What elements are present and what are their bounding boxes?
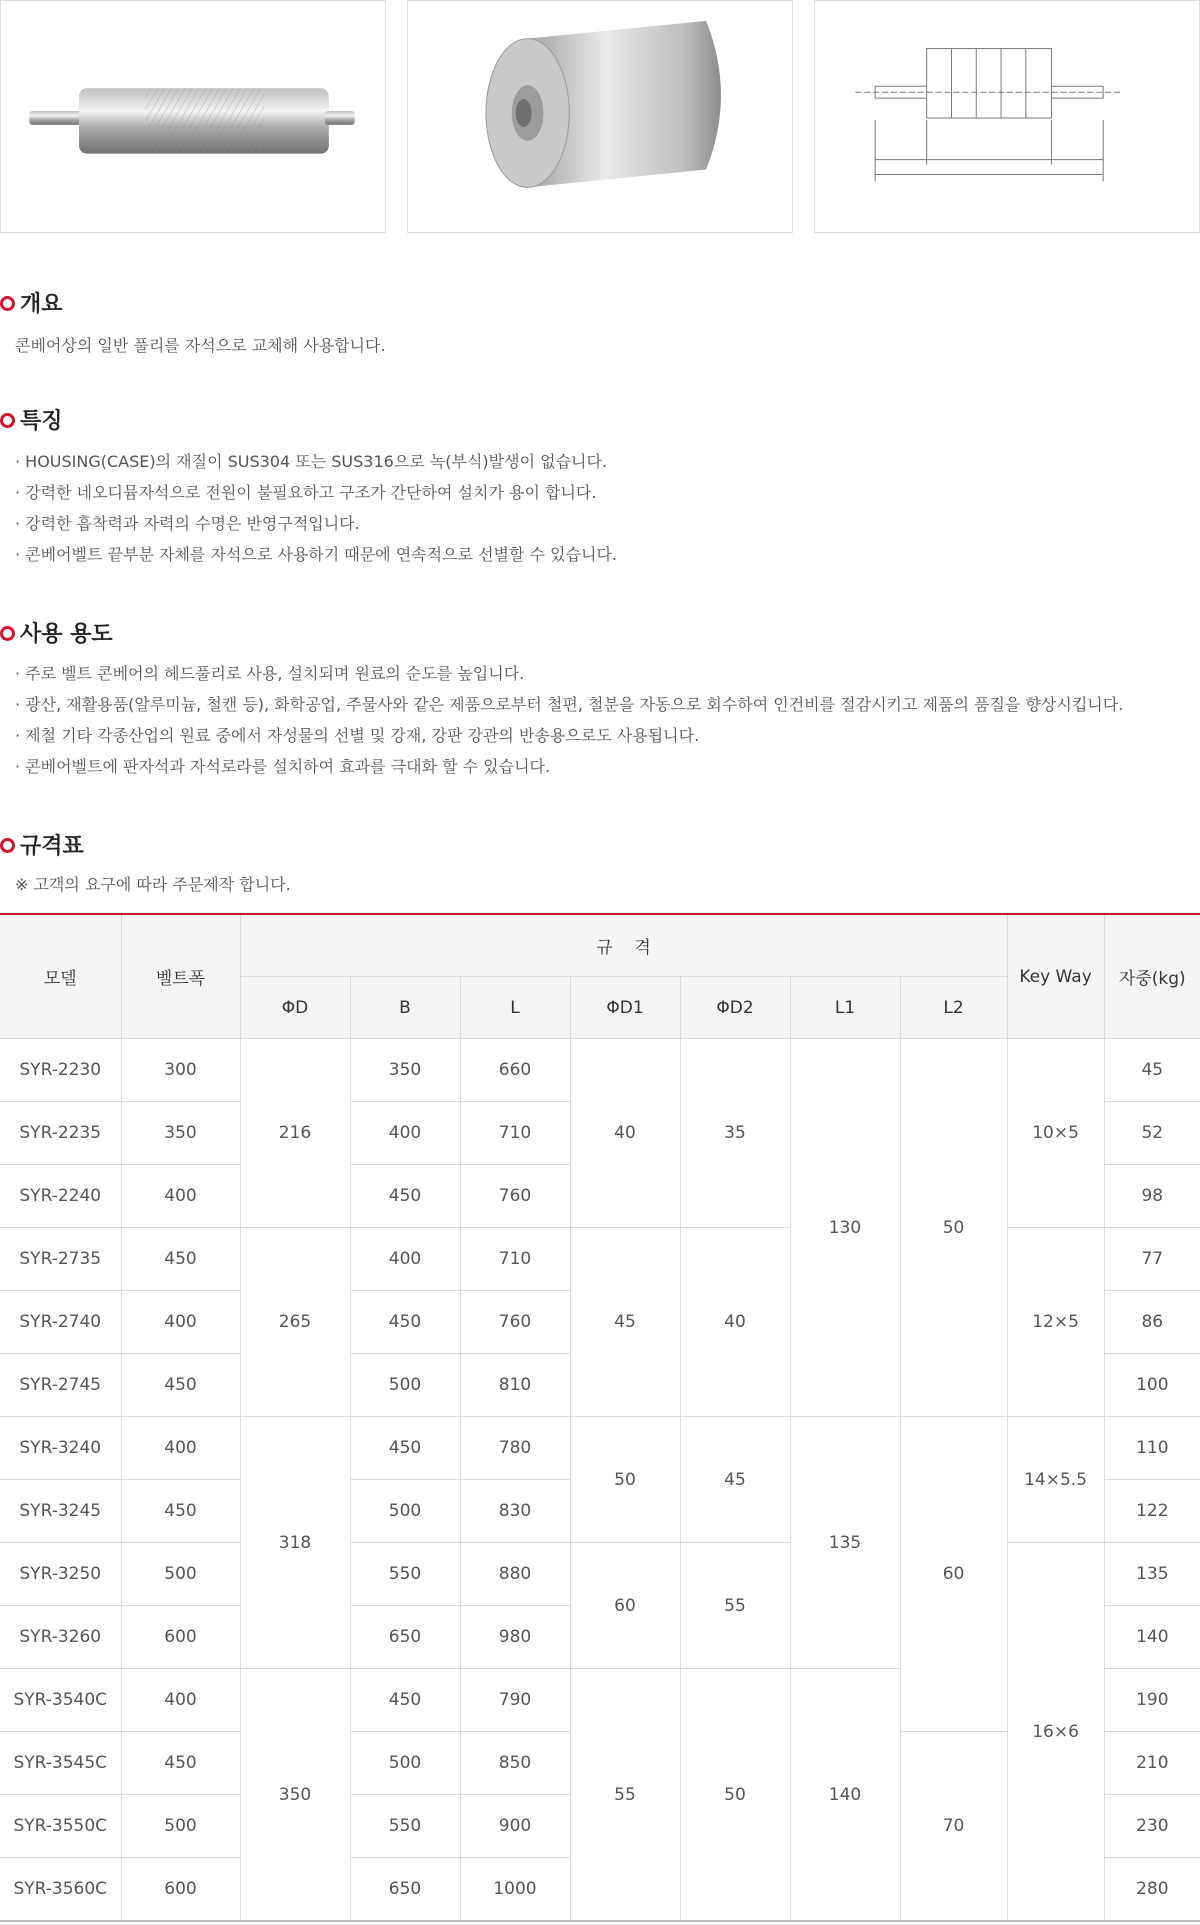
cell-belt: 450 <box>121 1354 240 1417</box>
cell-l: 850 <box>460 1732 570 1795</box>
cell-model: SYR-2240 <box>0 1165 121 1228</box>
cell-l: 710 <box>460 1102 570 1165</box>
roller-drawing <box>814 0 1200 233</box>
table-row <box>0 1228 1200 1291</box>
bullet-ring-icon <box>0 626 15 641</box>
cell-key: 14×5.5 <box>1007 1417 1104 1543</box>
cell-d: 265 <box>240 1228 350 1417</box>
cell-weight: 140 <box>1104 1606 1200 1669</box>
cell-weight: 86 <box>1104 1291 1200 1354</box>
cell-d: 318 <box>240 1417 350 1669</box>
cell-b: 500 <box>350 1732 460 1795</box>
roller-angle-photo <box>407 0 793 233</box>
cell-b: 350 <box>350 1039 460 1102</box>
cell-l: 1000 <box>460 1858 570 1922</box>
features-title: 특징 <box>0 407 63 437</box>
cell-l: 790 <box>460 1669 570 1732</box>
table-row <box>0 1039 1200 1102</box>
list-item: · 광산, 재활용품(알루미늄, 철캔 등), 화학공업, 주물사와 같은 제품으로부터 철편, 철분을 자동으로 회수하여 인건비를 절감시키고 제품의 품질을 향상시킵니다. <box>15 689 1123 720</box>
cell-belt: 500 <box>121 1543 240 1606</box>
cell-model: SYR-3260 <box>0 1606 121 1669</box>
cell-d1: 45 <box>570 1228 680 1417</box>
cell-model: SYR-2230 <box>0 1039 121 1102</box>
list-item: · HOUSING(CASE)의 재질이 SUS304 또는 SUS316으로 녹(부식)발생이 없습니다. <box>15 446 617 477</box>
cell-d1: 60 <box>570 1543 680 1669</box>
cell-belt: 400 <box>121 1669 240 1732</box>
cell-b: 450 <box>350 1417 460 1480</box>
usage-list <box>15 658 1123 782</box>
cell-d1: 40 <box>570 1039 680 1228</box>
cell-model: SYR-3240 <box>0 1417 121 1480</box>
header-b: B <box>350 977 460 1039</box>
cell-weight: 190 <box>1104 1669 1200 1732</box>
cell-belt: 400 <box>121 1291 240 1354</box>
cell-weight: 110 <box>1104 1417 1200 1480</box>
cell-weight: 98 <box>1104 1165 1200 1228</box>
cell-d2: 45 <box>680 1417 790 1543</box>
cell-weight: 52 <box>1104 1102 1200 1165</box>
spec-table <box>0 913 1200 1922</box>
table-row <box>0 1417 1200 1480</box>
cell-model: SYR-2745 <box>0 1354 121 1417</box>
usage-title: 사용 용도 <box>0 620 113 650</box>
cell-b: 400 <box>350 1102 460 1165</box>
cell-d2: 55 <box>680 1543 790 1669</box>
cell-d1: 55 <box>570 1669 680 1922</box>
cell-b: 500 <box>350 1354 460 1417</box>
cell-weight: 122 <box>1104 1480 1200 1543</box>
header-weight: 자중(kg) <box>1104 914 1200 1039</box>
cell-model: SYR-3245 <box>0 1480 121 1543</box>
header-l1: L1 <box>790 977 900 1039</box>
header-belt-width: 벨트폭 <box>121 914 240 1039</box>
cell-d2: 50 <box>680 1669 790 1922</box>
header-spec: 규 격 <box>240 914 1007 977</box>
cell-l1: 140 <box>790 1669 900 1922</box>
cell-model: SYR-2740 <box>0 1291 121 1354</box>
list-item: · 강력한 흡착력과 자력의 수명은 반영구적입니다. <box>15 508 617 539</box>
cell-weight: 135 <box>1104 1543 1200 1606</box>
cell-b: 550 <box>350 1795 460 1858</box>
cell-key: 16×6 <box>1007 1543 1104 1922</box>
cell-d: 350 <box>240 1669 350 1922</box>
overview-title: 개요 <box>0 290 63 320</box>
cell-l: 660 <box>460 1039 570 1102</box>
cell-l: 830 <box>460 1480 570 1543</box>
cell-l: 880 <box>460 1543 570 1606</box>
cell-b: 450 <box>350 1669 460 1732</box>
cell-model: SYR-3550C <box>0 1795 121 1858</box>
features-list <box>15 446 617 570</box>
cell-model: SYR-3560C <box>0 1858 121 1922</box>
cell-l: 760 <box>460 1165 570 1228</box>
cell-model: SYR-3540C <box>0 1669 121 1732</box>
cell-l: 900 <box>460 1795 570 1858</box>
cell-model: SYR-3250 <box>0 1543 121 1606</box>
cell-d: 216 <box>240 1039 350 1228</box>
cell-belt: 450 <box>121 1480 240 1543</box>
cell-weight: 230 <box>1104 1795 1200 1858</box>
cell-b: 450 <box>350 1165 460 1228</box>
cell-weight: 100 <box>1104 1354 1200 1417</box>
list-item: · 주로 벨트 콘베어의 헤드풀리로 사용, 설치되며 원료의 순도를 높입니다. <box>15 658 1123 689</box>
cell-weight: 280 <box>1104 1858 1200 1922</box>
cell-belt: 600 <box>121 1858 240 1922</box>
cell-key: 12×5 <box>1007 1228 1104 1417</box>
roller-side-photo <box>0 0 386 233</box>
cell-b: 500 <box>350 1480 460 1543</box>
cell-belt: 400 <box>121 1165 240 1228</box>
cell-l: 810 <box>460 1354 570 1417</box>
overview-text: 콘베어상의 일반 풀리를 자석으로 교체해 사용합니다. <box>15 336 386 355</box>
cell-model: SYR-3545C <box>0 1732 121 1795</box>
cell-l2: 70 <box>900 1732 1007 1922</box>
cell-weight: 45 <box>1104 1039 1200 1102</box>
spec-title: 규격표 <box>0 832 84 862</box>
product-images <box>0 0 1200 236</box>
header-model: 모델 <box>0 914 121 1039</box>
cell-l2: 50 <box>900 1039 1007 1417</box>
cell-l1: 135 <box>790 1417 900 1669</box>
list-item: · 제철 기타 각종산업의 원료 중에서 자성물의 선별 및 강재, 강판 강관의 반송용으로도 사용됩니다. <box>15 720 1123 751</box>
cell-l: 710 <box>460 1228 570 1291</box>
cell-d1: 50 <box>570 1417 680 1543</box>
list-item: · 강력한 네오디뮴자석으로 전원이 불필요하고 구조가 간단하여 설치가 용이 합니다. <box>15 477 617 508</box>
cell-key: 10×5 <box>1007 1039 1104 1228</box>
cell-belt: 500 <box>121 1795 240 1858</box>
cell-belt: 600 <box>121 1606 240 1669</box>
bullet-ring-icon <box>0 413 15 428</box>
header-l: L <box>460 977 570 1039</box>
spec-note: ※ 고객의 요구에 따라 주문제작 합니다. <box>15 875 291 894</box>
cell-belt: 450 <box>121 1732 240 1795</box>
cell-b: 550 <box>350 1543 460 1606</box>
header-key-way: Key Way <box>1007 914 1104 1039</box>
header-l2: L2 <box>900 977 1007 1039</box>
cell-weight: 210 <box>1104 1732 1200 1795</box>
cell-belt: 400 <box>121 1417 240 1480</box>
cell-model: SYR-2235 <box>0 1102 121 1165</box>
cell-l: 980 <box>460 1606 570 1669</box>
cell-model: SYR-2735 <box>0 1228 121 1291</box>
bullet-ring-icon <box>0 838 15 853</box>
cell-l2: 60 <box>900 1417 1007 1732</box>
list-item: · 콘베어벨트 끝부분 자체를 자석으로 사용하기 때문에 연속적으로 선별할 수 있습니다. <box>15 539 617 570</box>
cell-belt: 450 <box>121 1228 240 1291</box>
header-d2: ΦD2 <box>680 977 790 1039</box>
cell-b: 650 <box>350 1858 460 1922</box>
cell-belt: 300 <box>121 1039 240 1102</box>
cell-l: 760 <box>460 1291 570 1354</box>
list-item: · 콘베어벨트에 판자석과 자석로라를 설치하여 효과를 극대화 할 수 있습니다. <box>15 751 1123 782</box>
cell-b: 450 <box>350 1291 460 1354</box>
cell-belt: 350 <box>121 1102 240 1165</box>
table-row <box>0 1543 1200 1606</box>
cell-b: 650 <box>350 1606 460 1669</box>
bullet-ring-icon <box>0 296 15 311</box>
cell-l1: 130 <box>790 1039 900 1417</box>
cell-b: 400 <box>350 1228 460 1291</box>
cell-l: 780 <box>460 1417 570 1480</box>
cell-d2: 40 <box>680 1228 790 1417</box>
header-d1: ΦD1 <box>570 977 680 1039</box>
cell-d2: 35 <box>680 1039 790 1228</box>
header-d: ΦD <box>240 977 350 1039</box>
cell-weight: 77 <box>1104 1228 1200 1291</box>
